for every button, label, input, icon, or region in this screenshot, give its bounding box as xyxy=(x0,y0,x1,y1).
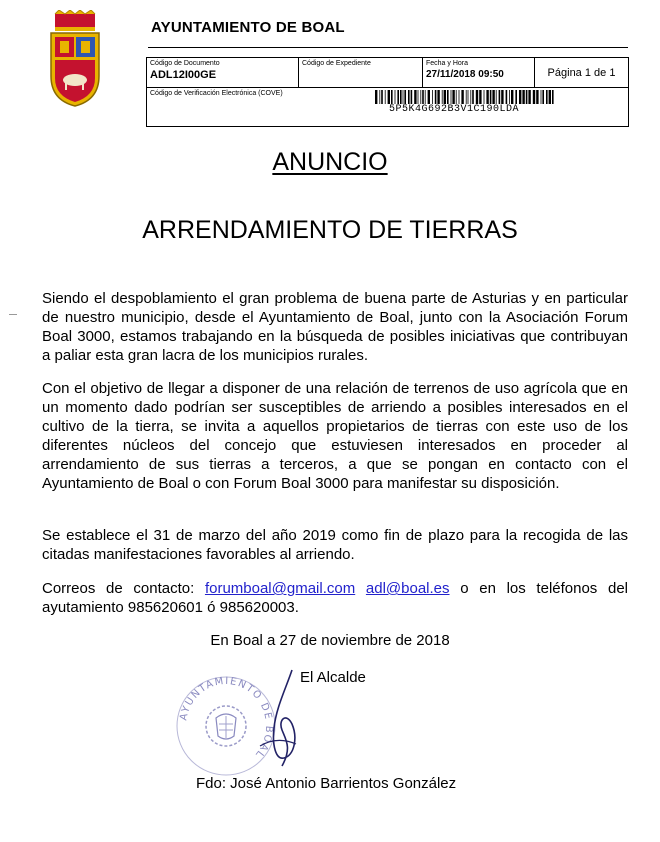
cove-label: Código de Verificación Electrónica (COVE) xyxy=(150,90,283,97)
barcode-bar xyxy=(459,90,460,104)
barcode-bar xyxy=(542,90,544,104)
barcode-bar xyxy=(519,90,521,104)
barcode-bar xyxy=(479,90,481,104)
barcode-bar xyxy=(385,90,386,104)
barcode-bar xyxy=(435,90,437,104)
barcode-bar xyxy=(395,90,396,104)
barcode-bar xyxy=(451,90,452,104)
barcode-bar xyxy=(528,90,530,104)
barcode-bar xyxy=(549,90,551,104)
barcode-bar xyxy=(536,90,538,104)
datetime-value: 27/11/2018 09:50 xyxy=(426,69,504,80)
barcode-bar xyxy=(492,90,494,104)
barcode-bar xyxy=(418,90,419,104)
announcement-title: ANUNCIO xyxy=(272,148,388,176)
announcement-subtitle: ARRENDAMIENTO DE TIERRAS xyxy=(142,216,518,244)
barcode-bar xyxy=(486,90,488,104)
barcode-bar xyxy=(388,90,390,104)
barcode-bar xyxy=(414,90,416,104)
paragraph-intro: Siendo el despoblamiento el gran problema de buena parte de Asturias y en particular de nuestro municipio, desde el Ayuntamiento de Boal, junto con la Asociación Forum Boal 3000, estamos trabajando en la búsqueda de posibles iniciativas que contribuyan a paliar esta gran lacra de los municipios rurales. xyxy=(42,290,628,364)
barcode-bar xyxy=(375,90,377,104)
barcode-bar xyxy=(522,90,524,104)
doc-code-label: Código de Documento xyxy=(150,60,220,67)
barcode-bar xyxy=(468,90,469,104)
place-date: En Boal a 27 de noviembre de 2018 xyxy=(210,632,450,649)
barcode-bar xyxy=(391,90,393,104)
entity-name: AYUNTAMIENTO DE BOAL xyxy=(151,19,345,36)
barcode-bar xyxy=(381,90,383,104)
barcode-bar xyxy=(509,90,510,104)
file-code-cell xyxy=(299,58,423,88)
barcode-bar xyxy=(442,90,443,104)
barcode-bar xyxy=(490,90,492,104)
file-code-label: Código de Expediente xyxy=(302,60,371,67)
page-indicator: Página 1 de 1 xyxy=(535,58,629,88)
contact-prefix: Correos de contacto: xyxy=(42,580,205,597)
barcode-bar xyxy=(408,90,410,104)
cove-code: 5P5K4G692B3V1C190LDA xyxy=(389,104,520,115)
barcode-bar xyxy=(411,90,413,104)
barcode-bar xyxy=(541,90,542,104)
document-metadata-table xyxy=(146,57,629,127)
barcode-bar xyxy=(456,90,457,104)
barcode-bar xyxy=(403,90,404,104)
email-link-forumboal[interactable]: forumboal@gmail.com xyxy=(204,580,356,597)
signer-role: El Alcalde xyxy=(300,669,366,686)
barcode-bar xyxy=(470,90,471,104)
barcode-bar xyxy=(420,90,421,104)
barcode-bar xyxy=(444,90,446,104)
barcode-bar xyxy=(432,90,433,104)
paragraph-contact xyxy=(42,579,628,617)
barcode-bar xyxy=(437,90,439,104)
barcode-bar xyxy=(466,90,467,104)
barcode-bar xyxy=(546,90,548,104)
barcode-bar xyxy=(515,90,517,104)
barcode-bar xyxy=(506,90,508,104)
paragraph-deadline: Se establece el 31 de marzo del año 2019 como fin de plazo para la recogida de las citadas manifestaciones favorables al arriendo. xyxy=(42,527,628,563)
barcode-bar xyxy=(472,90,474,104)
barcode-bar xyxy=(400,90,402,104)
doc-code-cell xyxy=(147,58,299,88)
barcode-bar xyxy=(461,90,463,104)
seal-text: AYUNTAMIENTO DE BOAL xyxy=(178,675,275,761)
barcode-bar xyxy=(404,90,406,104)
barcode-bar xyxy=(499,90,501,104)
barcode-bar xyxy=(425,90,426,104)
barcode-bar xyxy=(526,90,528,104)
margin-mark xyxy=(9,314,17,315)
coat-of-arms-logo xyxy=(46,10,104,108)
signer-name: Fdo: José Antonio Barrientos González xyxy=(196,775,457,792)
barcode-bar xyxy=(476,90,478,104)
email-link-adl[interactable]: adl@boal.es xyxy=(365,580,450,597)
cove-barcode xyxy=(375,90,555,104)
barcode-bar xyxy=(422,90,424,104)
barcode-bar xyxy=(484,90,485,104)
barcode-bar xyxy=(447,90,449,104)
paragraph-objective: Con el objetivo de llegar a disponer de una relación de terrenos de uso agrícola que en un momento dado podrían ser susceptibles de arriendo a posibles interesados en el cultivo de la tierra, se invita a aquellos propietarios de tierras con este uso de los diferentes núcleos del concejo que estuviesen interesados en proceder al arrendamiento de sus tierras a terceros, a que se pongan en contacto con el Ayuntamiento de Boal o con Forum Boal 3000 para manifestar su disposición. xyxy=(42,380,628,492)
barcode-bar xyxy=(511,90,513,104)
barcode-bar xyxy=(552,90,554,104)
barcode-bar xyxy=(501,90,503,104)
cove-cell xyxy=(147,88,629,127)
barcode-bar xyxy=(428,90,430,104)
barcode-bar xyxy=(496,90,497,104)
barcode-bar xyxy=(452,90,454,104)
barcode-bar xyxy=(379,90,380,104)
datetime-cell xyxy=(423,58,535,88)
barcode-bar xyxy=(533,90,535,104)
entity-header xyxy=(148,14,628,48)
datetime-label: Fecha y Hora xyxy=(426,60,469,67)
contact-suffix: o en los teléfonos del ayutamiento 985620601 ó 985620003. xyxy=(42,580,629,616)
barcode-bar xyxy=(397,90,399,104)
doc-code-value: ADL12I00GE xyxy=(150,69,217,81)
